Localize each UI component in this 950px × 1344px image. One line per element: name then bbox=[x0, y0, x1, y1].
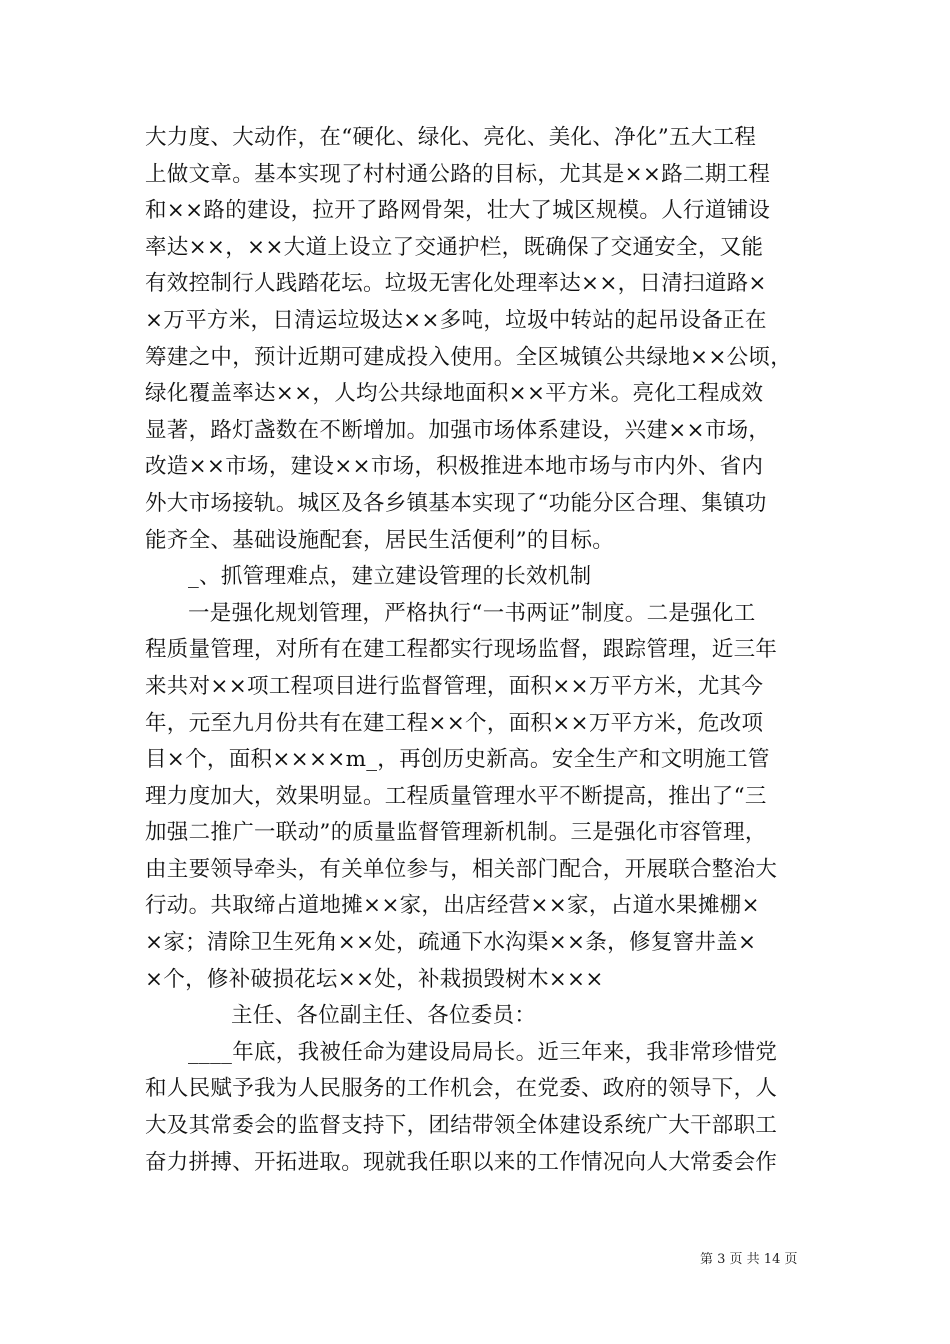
text-line: 由主要领导牵头，有关单位参与，相关部门配合，开展联合整治大 bbox=[145, 856, 778, 882]
text-line: 奋力拼搏、开拓进取。现就我任职以来的工作情况向人大常委会作 bbox=[145, 1149, 778, 1175]
text-line: 筹建之中，预计近期可建成投入使用。全区城镇公共绿地××公顷， bbox=[145, 344, 793, 370]
text-line: 能齐全、基础设施配套，居民生活便利”的目标。 bbox=[145, 527, 615, 553]
text-line: 理力度加大，效果明显。工程质量管理水平不断提高，推出了“三 bbox=[145, 783, 767, 809]
text-line: 加强二推广一联动”的质量监督管理新机制。三是强化市容管理， bbox=[145, 820, 767, 846]
text-line: ×个，修补破损花坛××处，补栽损毁树木××× bbox=[145, 966, 604, 992]
text-line: 目×个，面积××××m_，再创历史新高。安全生产和文明施工管 bbox=[145, 747, 770, 773]
page-number-footer: 第 3 页 共 14 页 bbox=[700, 1252, 798, 1267]
text-line: 大及其常委会的监督支持下，团结带领全体建设系统广大干部职工 bbox=[145, 1113, 778, 1139]
text-line: 绿化覆盖率达××，人均公共绿地面积××平方米。亮化工程成效 bbox=[145, 381, 764, 407]
text-line: 和××路的建设，拉开了路网骨架，壮大了城区规模。人行道铺设 bbox=[145, 198, 771, 224]
text-line: ____年底，我被任命为建设局局长。近三年来，我非常珍惜党 bbox=[188, 1039, 778, 1065]
text-line: 来共对××项工程项目进行监督管理，面积××万平方米，尤其今 bbox=[145, 673, 764, 699]
text-line: ×万平方米，日清运垃圾达××多吨，垃圾中转站的起吊设备正在 bbox=[145, 307, 767, 333]
text-line: 行动。共取缔占道地摊××家，出店经营××家，占道水果摊棚× bbox=[145, 893, 760, 919]
text-line: 年，元至九月份共有在建工程××个，面积××万平方米，危改项 bbox=[145, 710, 764, 736]
text-line: 率达××，××大道上设立了交通护栏，既确保了交通安全，又能 bbox=[145, 234, 764, 260]
text-line: 改造××市场，建设××市场，积极推进本地市场与市内外、省内 bbox=[145, 454, 764, 480]
text-line: 一是强化规划管理，严格执行“一书两证”制度。二是强化工 bbox=[188, 600, 756, 626]
text-line: 和人民赋予我为人民服务的工作机会，在党委、政府的领导下，人 bbox=[145, 1076, 778, 1102]
text-line: 有效控制行人践踏花坛。垃圾无害化处理率达××，日清扫道路× bbox=[145, 271, 767, 297]
text-line: 程质量管理，对所有在建工程都实行现场监督，跟踪管理，近三年 bbox=[145, 637, 778, 663]
text-line: 大力度、大动作，在“硬化、绿化、亮化、美化、净化”五大工程 bbox=[145, 125, 757, 150]
section-heading: _、抓管理难点，建立建设管理的长效机制 bbox=[188, 564, 592, 590]
paragraph-1 bbox=[145, 120, 815, 559]
text-line: 上做文章。基本实现了村村通公路的目标，尤其是××路二期工程 bbox=[145, 161, 771, 187]
text-line: ×家；清除卫生死角××处，疏通下水沟渠××条，修复窨井盖× bbox=[145, 930, 757, 956]
paragraph-2 bbox=[145, 596, 815, 999]
paragraph-3 bbox=[145, 1035, 815, 1181]
salutation: 主任、各位副主任、各位委员： bbox=[231, 1003, 537, 1029]
text-line: 显著，路灯盏数在不断增加。加强市场体系建设，兴建××市场， bbox=[145, 417, 771, 443]
document-body bbox=[145, 120, 815, 1181]
text-line: 外大市场接轨。城区及各乡镇基本实现了“功能分区合理、集镇功 bbox=[145, 490, 767, 516]
